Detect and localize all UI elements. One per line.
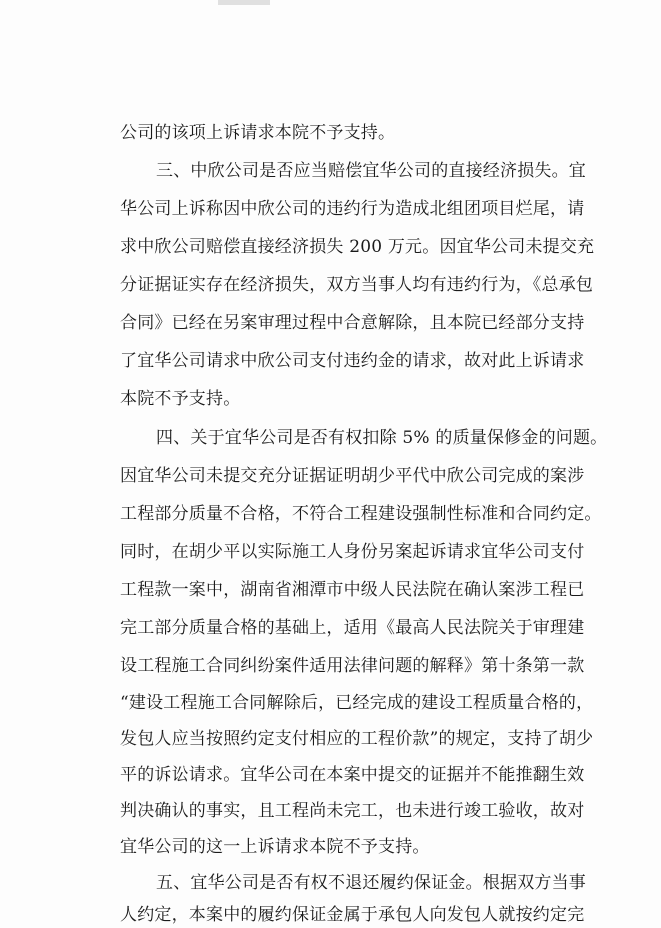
text-line: 三、中欣公司是否应当赔偿宜华公司的直接经济损失。宜 <box>156 161 586 181</box>
text-line: 工程部分质量不合格，不符合工程建设强制性标准和合同约定。 <box>120 504 602 524</box>
text-line: 宜华公司的这一上诉请求本院不予支持。 <box>120 837 430 857</box>
text-line: 五、宜华公司是否有权不退还履约保证金。根据双方当事 <box>156 873 586 893</box>
text-line: 因宜华公司未提交充分证据证明胡少平代中欣公司完成的案涉 <box>120 466 585 486</box>
text-line: “建设工程施工合同解除后，已经完成的建设工程质量合格的， <box>120 693 594 713</box>
text-line: 合同》已经在另案审理过程中合意解除，且本院已经部分支持 <box>120 313 585 333</box>
text-line: 分证据证实存在经济损失，双方当事人均有违约行为，《总承包 <box>120 275 594 295</box>
text-line: 本院不予支持。 <box>120 389 241 409</box>
text-line: 平的诉讼请求。宜华公司在本案中提交的证据并不能推翻生效 <box>120 765 585 785</box>
text-line: 公司的该项上诉请求本院不予支持。 <box>120 123 396 143</box>
text-line: 四、关于宜华公司是否有权扣除 5% 的质量保修金的问题。 <box>156 428 608 448</box>
text-line: 设工程施工合同纠纷案件适用法律问题的解释》第十条第一款 <box>120 656 585 676</box>
scan-artifact <box>218 0 270 5</box>
text-line: 完工部分质量合格的基础上，适用《最高人民法院关于审理建 <box>120 618 585 638</box>
text-line: 判决确认的事实，且工程尚未完工，也未进行竣工验收，故对 <box>120 801 585 821</box>
text-line: 同时，在胡少平以实际施工人身份另案起诉请求宜华公司支付 <box>120 542 585 562</box>
text-line: 工程款一案中，湖南省湘潭市中级人民法院在确认案涉工程已 <box>120 580 585 600</box>
text-line: 华公司上诉称因中欣公司的违约行为造成北组团项目烂尾，请 <box>120 199 585 219</box>
text-line: 发包人应当按照约定支付相应的工程价款”的规定，支持了胡少 <box>120 729 594 749</box>
text-line: 求中欣公司赔偿直接经济损失 200 万元。因宜华公司未提交充 <box>120 237 595 257</box>
text-line: 了宜华公司请求中欣公司支付违约金的请求，故对此上诉请求 <box>120 351 585 371</box>
text-line: 人约定，本案中的履约保证金属于承包人向发包人就按约定完 <box>120 905 585 925</box>
